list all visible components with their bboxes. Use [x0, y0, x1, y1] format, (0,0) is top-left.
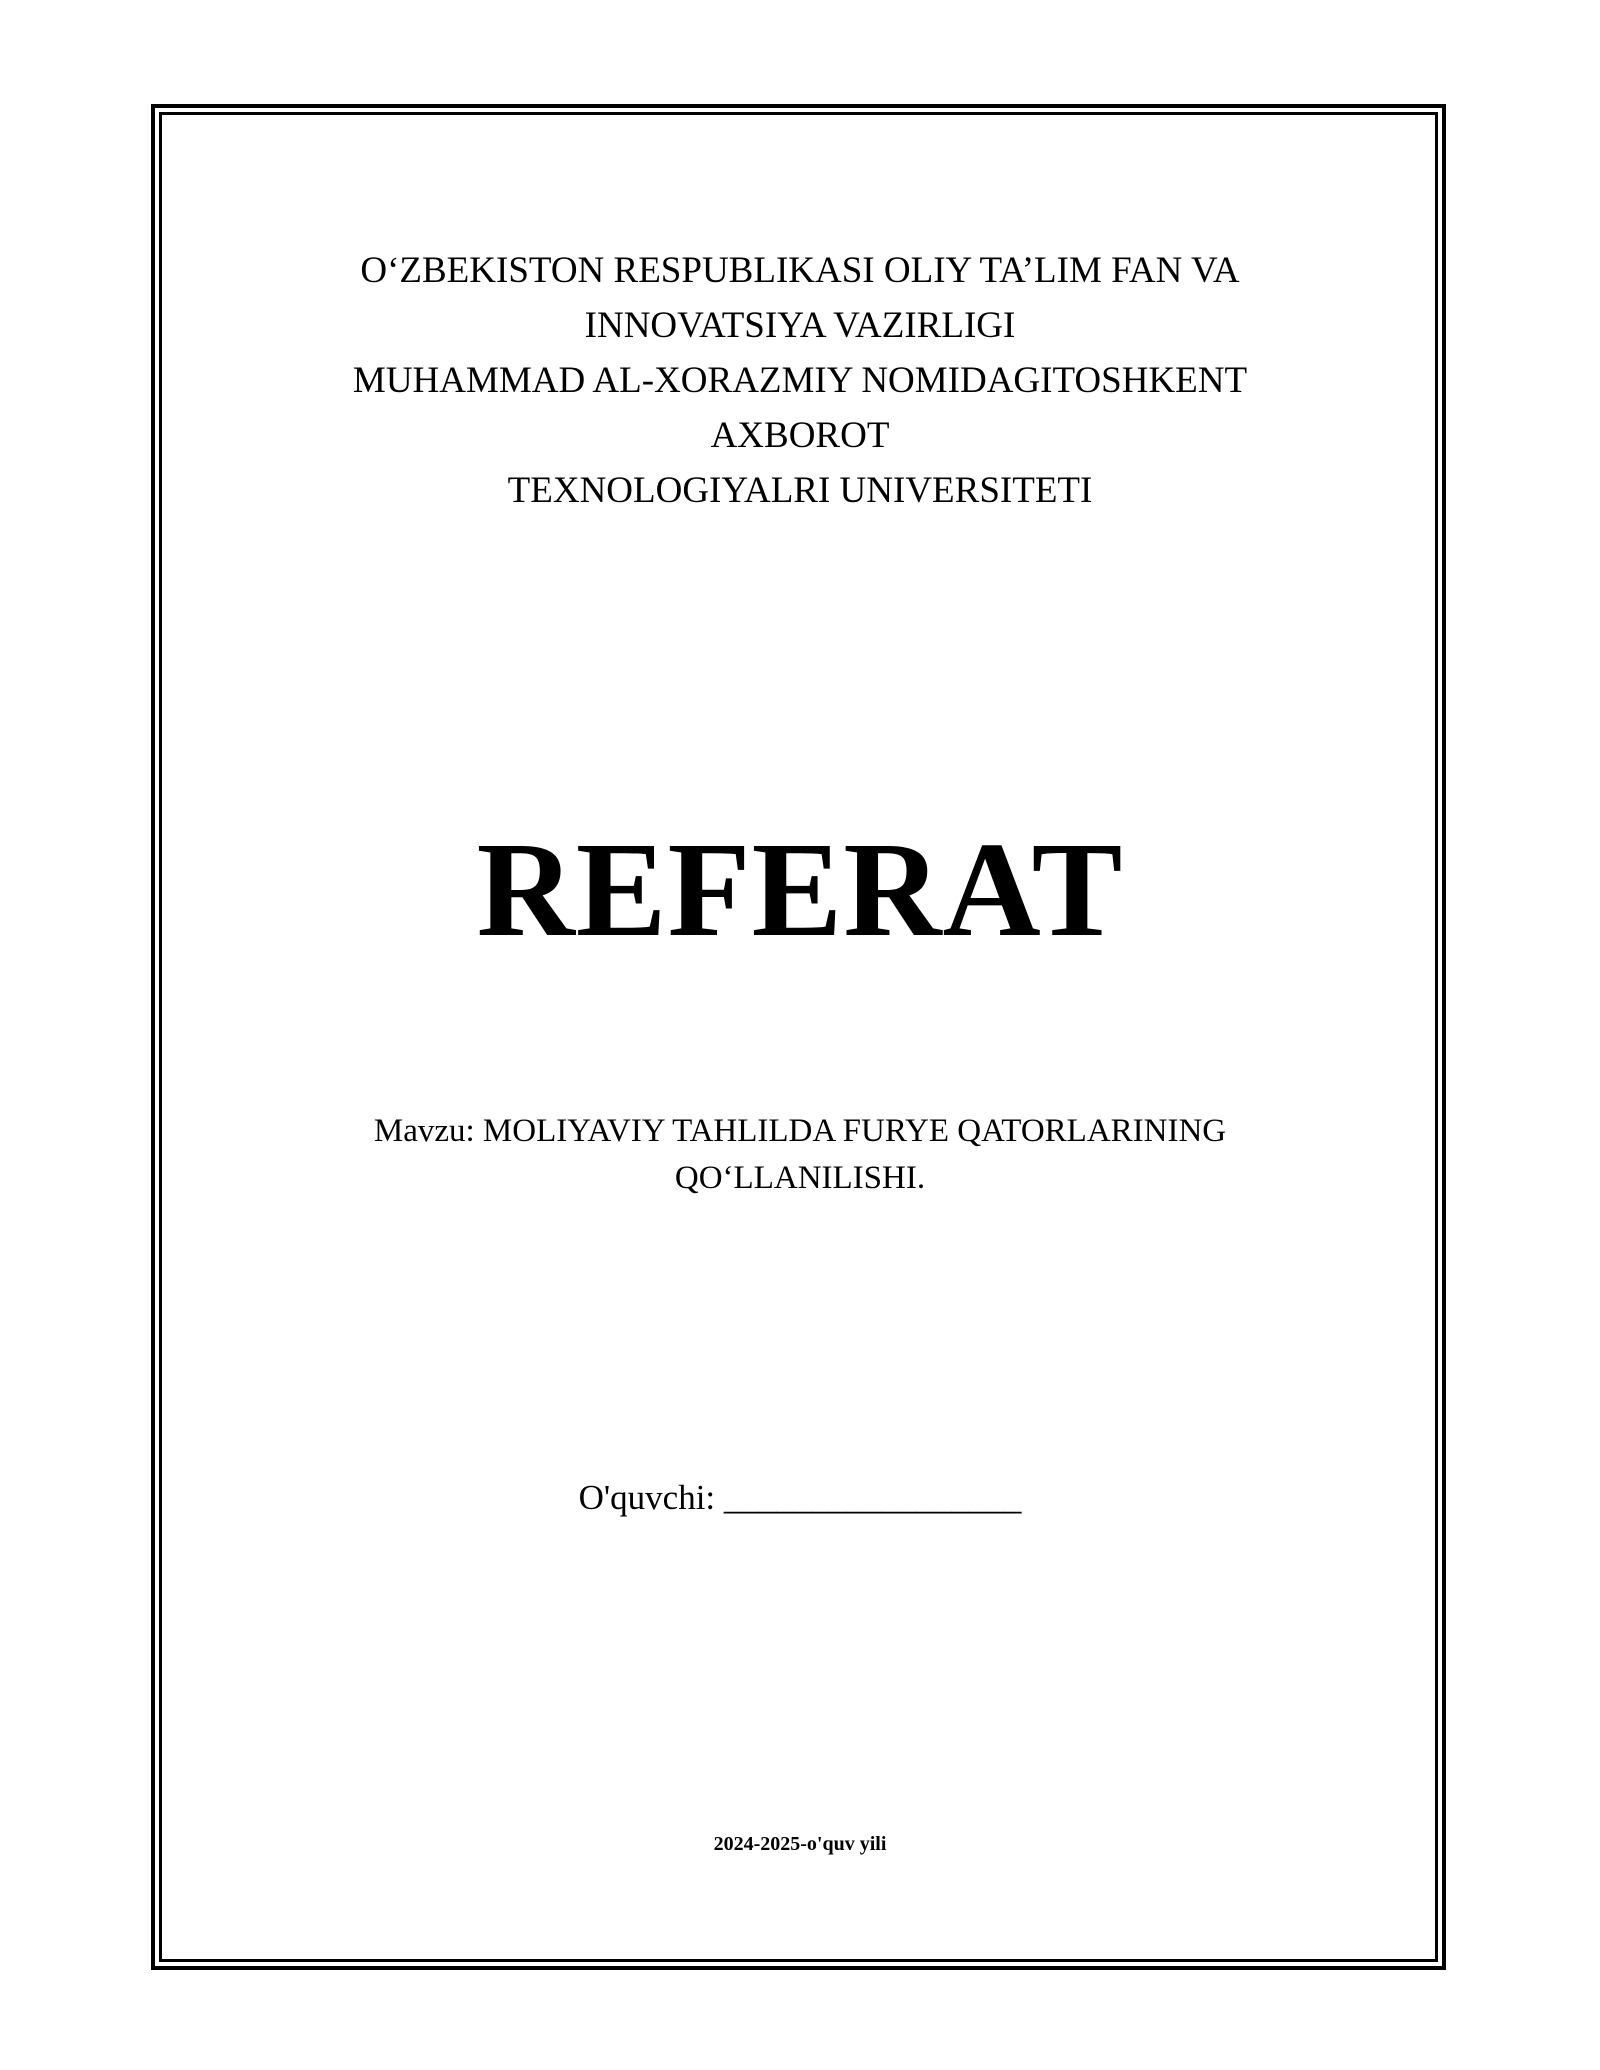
academic-year: 2024-2025-o'quv yili — [713, 1833, 887, 1855]
header-line: INNOVATSIYA VAZIRLIGI — [584, 305, 1016, 346]
header-line: AXBOROT — [710, 415, 890, 456]
ministry-university-header — [200, 243, 1400, 518]
topic-line: Mavzu: MOLIYAVIY TAHLILDA FURYE QATORLARINING — [373, 1113, 1227, 1149]
document-title: REFERAT — [476, 815, 1124, 965]
header-line: MUHAMMAD AL-XORAZMIY NOMIDAGITOSHKENT — [352, 360, 1248, 401]
header-line: TEXNOLOGIYALRI UNIVERSITETI — [507, 470, 1093, 511]
student-line: O'quvchi: _________________ — [578, 1478, 1022, 1517]
topic-line: QO‘LLANILISHI. — [674, 1160, 926, 1196]
header-line: O‘ZBEKISTON RESPUBLIKASI OLIY TA’LIM FAN VA — [360, 250, 1240, 291]
topic-block — [200, 1108, 1400, 1202]
